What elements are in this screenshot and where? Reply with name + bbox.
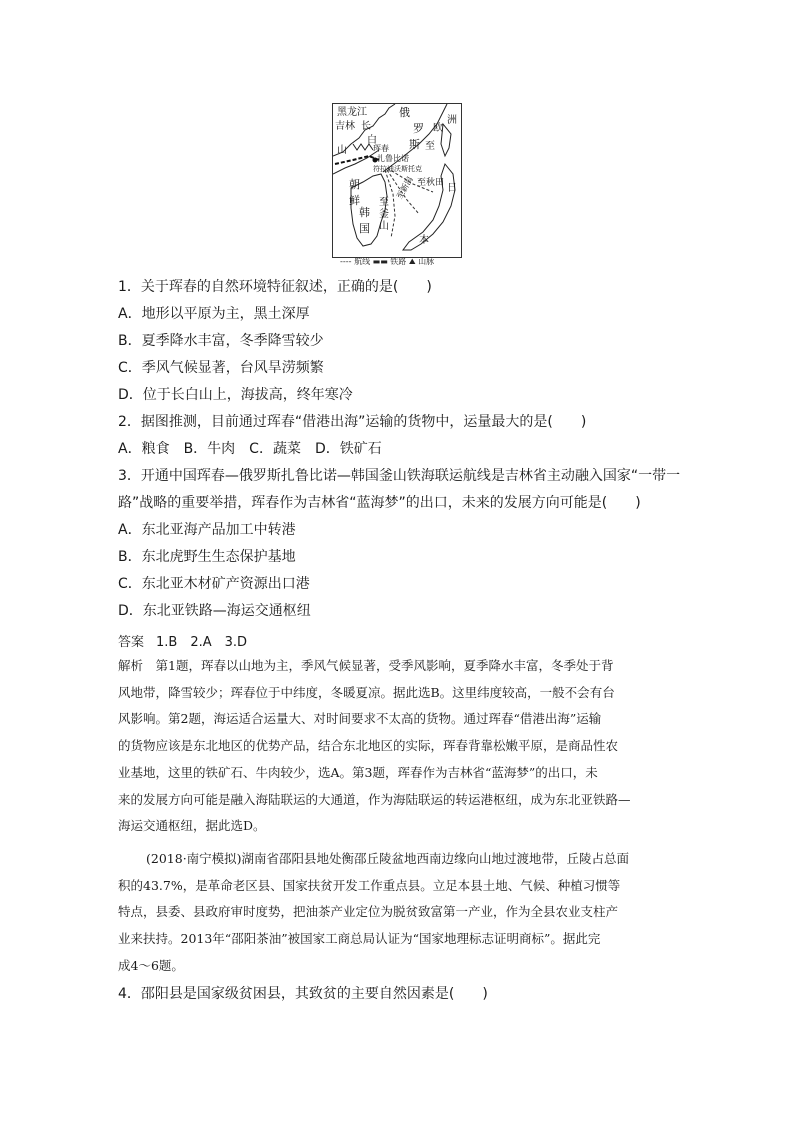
label-ri: 日 xyxy=(447,183,457,194)
label-zarubino: 扎鲁比诺 xyxy=(377,154,409,163)
map-legend: ---- 航线 ▬▬ 铁路 ⛰ 山脉 xyxy=(340,257,435,266)
label-zhou: 洲 xyxy=(447,115,457,126)
q3-option-c: C．东北亚木材矿产资源出口港 xyxy=(118,576,310,592)
passage-block xyxy=(118,846,678,980)
answer-line xyxy=(118,631,259,650)
label-akita: 至秋田 xyxy=(417,178,445,188)
label-chang: 长 xyxy=(361,121,371,132)
label-heilongjiang: 黑龙江 xyxy=(337,107,367,118)
passage-line: 特点，县委、县政府审时度势，把油茶产业定位为脱贫致富第一产业，作为全县农业支柱产 xyxy=(118,904,619,920)
answer-values: 1.B 2.A 3.D xyxy=(156,635,248,650)
q3-stem-line1: 3．开通中国珲春—俄罗斯扎鲁比诺—韩国釜山铁海联运航线是吉林省主动融入国家“一带一 xyxy=(118,468,681,484)
label-jilin: 吉林 xyxy=(335,121,355,132)
label-han: 韩 xyxy=(359,206,370,219)
q3-option-d: D．东北亚铁路—海运交通枢纽 xyxy=(118,603,311,619)
q1-option-d: D．位于长白山上，海拔高，终年寒冷 xyxy=(118,387,353,403)
label-busan3: 山 xyxy=(379,221,389,232)
label-xian: 鲜 xyxy=(349,194,360,207)
q1-stem: 1．关于珲春的自然环境特征叙述，正确的是( ) xyxy=(118,279,432,295)
q3-stem-line2: 路”战略的重要举措，珲春作为吉林省“蓝海梦”的出口，未来的发展方向可能是( ) xyxy=(118,495,641,511)
label-niigata: 至新潟 xyxy=(395,175,415,201)
q1-option-c: C．季风气候显著，台风旱涝频繁 xyxy=(118,360,324,376)
label-e: 俄 xyxy=(399,106,410,119)
answer-label: 答案 xyxy=(118,635,145,650)
explanation-line: 的货物应该是东北地区的优势产品，结合东北地区的实际，珲春背靠松嫩平原，是商品性农 xyxy=(118,738,619,754)
label-luo: 罗 xyxy=(413,122,424,135)
explanation-line: 风影响。第2题，海运适合运量大、对时间要求不太高的货物。通过珲春“借港出海”运输 xyxy=(118,711,602,727)
explanation-line: 来的发展方向可能是融入海陆联运的大通道，作为海陆联运的转运港枢纽，成为东北亚铁路— xyxy=(118,791,631,807)
label-vladivostok: 符拉迪沃斯托克 xyxy=(373,165,422,173)
label-busan2: 釜 xyxy=(379,209,389,220)
label-shan: 山 xyxy=(337,145,347,156)
q4-stem: 4．邵阳县是国家级贫困县，其致贫的主要自然因素是( ) xyxy=(118,986,488,1002)
explanation-line: 风地带，降雪较少；珲春位于中纬度，冬暖夏凉。据此选B。这里纬度较高，一般不会有台 xyxy=(118,684,615,700)
passage-line: (2018·南宁模拟)湖南省邵阳县地处衡邵丘陵盆地西南边缘向山地过渡地带，丘陵占总面 xyxy=(146,851,630,866)
q1-option-b: B．夏季降水丰富，冬季降雪较少 xyxy=(118,333,324,349)
q1-option-a: A．地形以平原为主，黑土深厚 xyxy=(118,306,310,322)
explanation-block xyxy=(118,653,678,840)
explanation-line: 解析 第1题，珲春以山地为主，季风气候显著，受季风影响，夏季降水丰富，冬季处于背 xyxy=(118,658,614,673)
label-si: 斯 xyxy=(409,138,420,151)
q2-options: A．粮食 B．牛肉 C．蔬菜 D．铁矿石 xyxy=(118,441,382,457)
label-busan1: 至 xyxy=(379,197,389,208)
q2-stem: 2．据图推测，目前通过珲春“借港出海”运输的货物中，运量最大的是( ) xyxy=(118,414,587,430)
q3-option-b: B．东北虎野生生态保护基地 xyxy=(118,549,296,565)
label-zhi1: 至 xyxy=(425,141,435,152)
label-bai: 白 xyxy=(367,135,377,146)
passage-line: 积的43.7%，是革命老区县、国家扶贫开发工作重点县。立足本县土地、气候、种植习惯等 xyxy=(118,877,621,893)
passage-line: 成4～6题。 xyxy=(118,957,184,973)
passage-line: 业来扶持。2013年“邵阳茶油”被国家工商总局认证为“国家地理标志证明商标”。据此完 xyxy=(118,931,601,947)
explanation-line: 业基地，这里的铁矿石、牛肉较少，选A。第3题，珲春作为吉林省“蓝海梦”的出口，未 xyxy=(118,764,598,780)
label-chao: 朝 xyxy=(349,178,360,191)
label-ou: 欧 xyxy=(433,123,443,134)
label-guo: 国 xyxy=(359,222,370,235)
label-hunchun: 珲春 xyxy=(373,144,389,153)
region-map xyxy=(332,103,462,258)
q3-option-a: A．东北亚海产品加工中转港 xyxy=(118,522,296,538)
explanation-line: 海运交通枢纽，据此选D。 xyxy=(118,818,266,834)
label-ben: 本 xyxy=(419,235,429,246)
